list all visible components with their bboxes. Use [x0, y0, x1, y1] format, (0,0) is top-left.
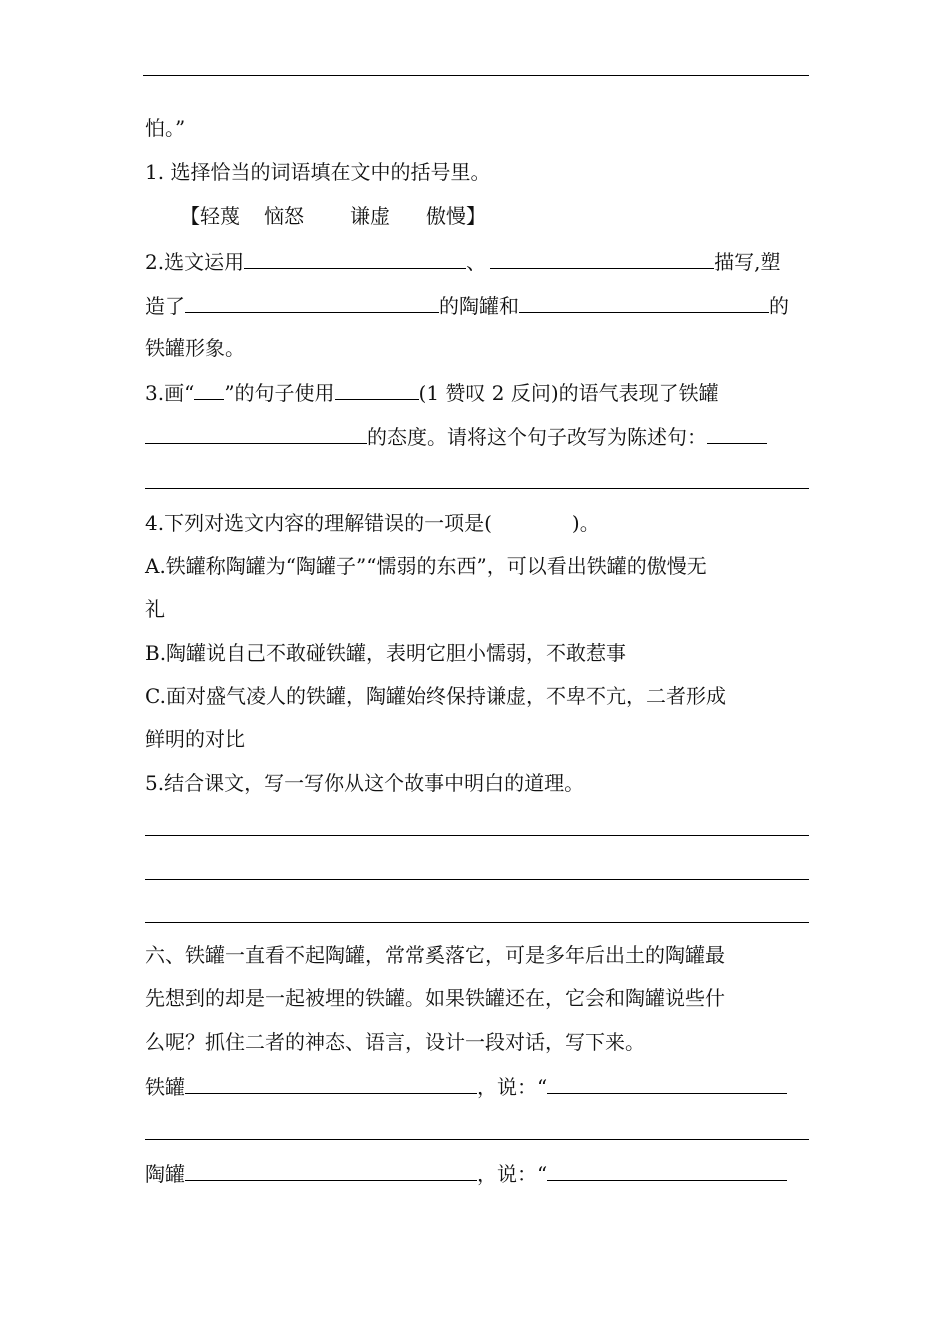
answer-line[interactable] [145, 1139, 809, 1140]
option-a-cont: 礼 [145, 597, 165, 621]
dialogue-iron: 铁罐 ，说：“ [145, 1071, 809, 1101]
option-c: C.面对盛气凌人的铁罐，陶罐始终保持谦虚，不卑不亢，二者形成 [145, 684, 726, 708]
answer-blank[interactable] [185, 1158, 477, 1181]
question-2-line-2: 造了 的陶罐和 的 [145, 290, 809, 320]
answer-blank[interactable] [547, 1071, 787, 1094]
question-5: 5.结合课文，写一写你从这个故事中明白的道理。 [145, 771, 585, 795]
answer-blank[interactable] [490, 246, 714, 269]
dialogue-pottery: 陶罐 ，说：“ [145, 1158, 809, 1188]
question-3-line-2: 的态度。请将这个句子改写为陈述句： [145, 421, 809, 451]
text-line: 怕。” [145, 116, 186, 140]
answer-line[interactable] [145, 879, 809, 880]
option-c-cont: 鲜明的对比 [145, 727, 245, 751]
word-option: 恼怒 [264, 204, 304, 228]
answer-blank[interactable] [519, 290, 769, 313]
underline-sample [194, 377, 224, 400]
section-6-line-2: 先想到的却是一起被埋的铁罐。如果铁罐还在，它会和陶罐说些什 [145, 986, 725, 1010]
word-option: 谦虚 [350, 204, 390, 228]
question-1: 1. 选择恰当的词语填在文中的括号里。 [145, 160, 491, 184]
answer-blank[interactable] [335, 377, 419, 400]
word-option: 傲慢】 [426, 204, 486, 228]
section-6-line-1: 六、铁罐一直看不起陶罐，常常奚落它，可是多年后出土的陶罐最 [145, 943, 725, 967]
answer-blank[interactable] [547, 1158, 787, 1181]
option-a: A.铁罐称陶罐为“陶罐子”“懦弱的东西”，可以看出铁罐的傲慢无 [145, 554, 707, 578]
answer-line[interactable] [145, 922, 809, 923]
question-3-line-1: 3.画“ ”的句子使用 (1 赞叹 2 反问)的语气表现了铁罐 [145, 377, 809, 407]
question-2-line-1: 2.选文运用 、 描写,塑 [145, 246, 809, 276]
section-6-line-3: 么呢？抓住二者的神态、语言，设计一段对话，写下来。 [145, 1030, 645, 1054]
header-rule [143, 75, 809, 76]
word-bank [180, 201, 844, 231]
question-2-line-3: 铁罐形象。 [145, 336, 245, 360]
option-b: B.陶罐说自己不敢碰铁罐，表明它胆小懦弱，不敢惹事 [145, 641, 627, 665]
answer-blank[interactable] [145, 421, 367, 444]
answer-blank[interactable] [185, 1071, 477, 1094]
word-option: 【轻蔑 [180, 204, 240, 228]
answer-line[interactable] [145, 835, 809, 836]
answer-blank[interactable] [185, 290, 439, 313]
answer-blank[interactable] [707, 421, 767, 444]
question-4: 4.下列对选文内容的理解错误的一项是( )。 [145, 511, 600, 535]
answer-blank[interactable] [244, 246, 466, 269]
answer-line[interactable] [145, 488, 809, 489]
